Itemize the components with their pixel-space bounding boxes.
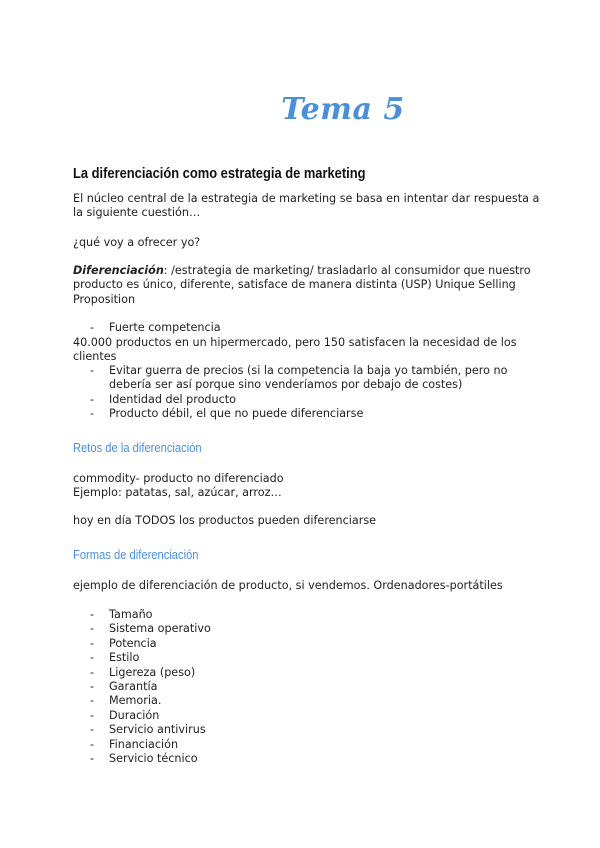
stat-paragraph: 40.000 productos en un hipermercado, pero 150 satisfacen la necesidad de los clientes xyxy=(73,336,517,364)
list-item: - Duración xyxy=(73,709,543,723)
differentiation-list xyxy=(73,608,543,766)
section-heading-formas: Formas de diferenciación xyxy=(73,547,199,562)
definition-text: : /estrategia de marketing/ trasladarlo al consumidor que nuestro producto es único, diferente, satisface de manera distinta (USP) Unique Selling Proposition xyxy=(73,264,531,306)
main-heading: La diferenciación como estrategia de marketing xyxy=(73,165,366,182)
list-item: - Ligereza (peso) xyxy=(73,666,543,680)
list-item: - Identidad del producto xyxy=(73,393,543,407)
list-item: - Fuerte competencia xyxy=(73,321,543,335)
list-item: - Tamaño xyxy=(73,608,543,622)
reasons-list xyxy=(73,364,543,422)
list-item: - Estilo xyxy=(73,651,543,665)
list-item: - Servicio antivirus xyxy=(73,723,543,737)
list-item: - Financiación xyxy=(73,738,543,752)
list-item: - Memoria. xyxy=(73,694,543,708)
page-title: Tema 5 xyxy=(281,92,405,127)
example-line: Ejemplo: patatas, sal, azúcar, arroz… xyxy=(73,486,282,499)
list-item: - Potencia xyxy=(73,637,543,651)
definition-term: Diferenciación xyxy=(73,264,164,277)
competition-list xyxy=(73,321,543,335)
list-item: - Evitar guerra de precios (si la competencia la baja yo también, pero no debería ser así porque sino venderíamos por debajo de costes) xyxy=(73,364,543,393)
list-item: - Producto débil, el que no puede diferenciarse xyxy=(73,407,543,421)
section-heading-retos: Retos de la diferenciación xyxy=(73,440,202,455)
list-item: - Sistema operativo xyxy=(73,622,543,636)
commodity-line: commodity- producto no diferenciado xyxy=(73,472,284,485)
statement-line: hoy en día TODOS los productos pueden diferenciarse xyxy=(73,514,377,527)
question-paragraph: ¿qué voy a ofrecer yo? xyxy=(73,236,201,249)
list-item: - Garantía xyxy=(73,680,543,694)
list-item: - Servicio técnico xyxy=(73,752,543,766)
intro-paragraph: El núcleo central de la estrategia de marketing se basa en intentar dar respuesta a la siguiente cuestión… xyxy=(73,192,540,220)
definition-paragraph xyxy=(73,264,543,307)
formas-intro: ejemplo de diferenciación de producto, si vendemos. Ordenadores-portátiles xyxy=(73,579,503,592)
